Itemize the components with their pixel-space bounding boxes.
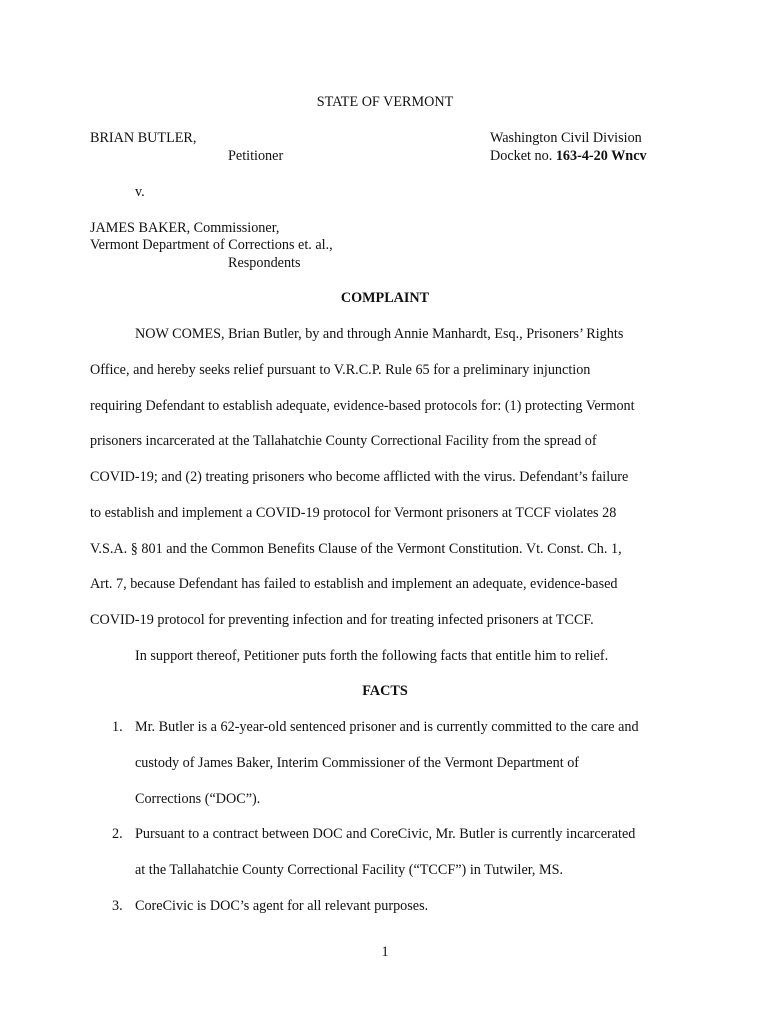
- complaint-line: Office, and hereby seeks relief pursuant to V.R.C.P. Rule 65 for a preliminary injunction: [90, 362, 591, 378]
- complaint-line: COVID-19 protocol for preventing infection and for treating infected prisoners at TCCF.: [90, 612, 594, 628]
- fact-line: Mr. Butler is a 62-year-old sentenced prisoner and is currently committed to the care and: [135, 719, 639, 735]
- fact-number: 1.: [112, 719, 123, 735]
- support-paragraph: In support thereof, Petitioner puts forth the following facts that entitle him to relief.: [135, 648, 609, 664]
- complaint-heading: COMPLAINT: [340, 290, 430, 306]
- complaint-line: COVID-19; and (2) treating prisoners who become afflicted with the virus. Defendant’s failure: [90, 469, 629, 485]
- complaint-line: V.S.A. § 801 and the Common Benefits Clause of the Vermont Constitution. Vt. Const. Ch. 1,: [90, 541, 622, 557]
- court-division: Washington Civil Division: [490, 130, 642, 146]
- petitioner-role: Petitioner: [228, 148, 284, 164]
- versus: v.: [135, 184, 145, 200]
- docket-line: [490, 148, 647, 165]
- petitioner-name: BRIAN BUTLER,: [90, 130, 197, 146]
- fact-line: CoreCivic is DOC’s agent for all relevant purposes.: [135, 898, 429, 914]
- complaint-line: NOW COMES, Brian Butler, by and through Annie Manhardt, Esq., Prisoners’ Rights: [135, 326, 624, 342]
- page-number: 1: [381, 944, 389, 960]
- complaint-line: requiring Defendant to establish adequate, evidence-based protocols for: (1) protecting Vermont: [90, 398, 635, 414]
- docket-number: 163-4-20 Wncv: [555, 148, 647, 164]
- respondent-role: Respondents: [228, 255, 301, 271]
- fact-line: Pursuant to a contract between DOC and CoreCivic, Mr. Butler is currently incarcerated: [135, 826, 636, 842]
- respondent-agency: Vermont Department of Corrections et. al.,: [90, 237, 333, 253]
- complaint-line: Art. 7, because Defendant has failed to establish and implement an adequate, evidence-based: [90, 576, 618, 592]
- facts-heading: FACTS: [362, 683, 408, 699]
- complaint-line: prisoners incarcerated at the Tallahatchie County Correctional Facility from the spread of: [90, 433, 597, 449]
- complaint-line: to establish and implement a COVID-19 protocol for Vermont prisoners at TCCF violates 28: [90, 505, 617, 521]
- fact-line: at the Tallahatchie County Correctional Facility (“TCCF”) in Tutwiler, MS.: [135, 862, 564, 878]
- docket-label: Docket no.: [490, 148, 556, 164]
- fact-line: custody of James Baker, Interim Commissioner of the Vermont Department of: [135, 755, 580, 771]
- state-heading: STATE OF VERMONT: [316, 94, 454, 110]
- fact-number: 3.: [112, 898, 123, 914]
- respondent-name: JAMES BAKER, Commissioner,: [90, 220, 280, 236]
- fact-line: Corrections (“DOC”).: [135, 791, 261, 807]
- fact-number: 2.: [112, 826, 123, 842]
